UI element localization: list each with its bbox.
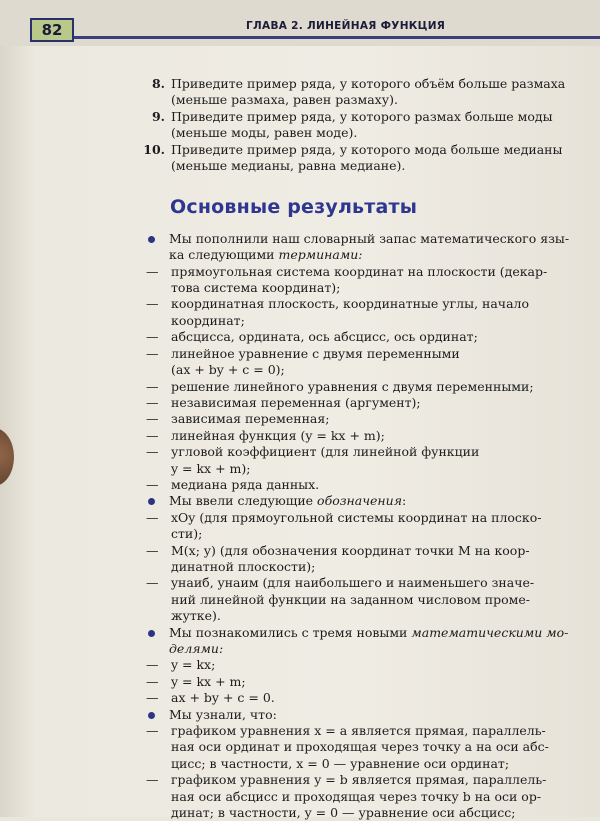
terms-list <box>146 264 571 494</box>
dash-item <box>146 379 571 395</box>
dash-item <box>146 543 571 576</box>
question-line: Приведите пример ряда, у которого мода больше медианы <box>171 141 563 157</box>
dash-item-line: прямоугольная система координат на плоскости (декар- <box>171 263 548 279</box>
dash-item-line: y = kx; <box>171 657 216 673</box>
dash-item-line: динатной плоскости); <box>171 558 316 574</box>
question-number: 9. <box>151 108 165 124</box>
dash-item <box>146 296 571 329</box>
question-line: (меньше медианы, равна медиане). <box>171 158 406 174</box>
bullet-dot <box>148 236 155 243</box>
dash-symbol: — <box>146 263 159 279</box>
dash-symbol: — <box>146 394 159 410</box>
bullet-line <box>169 247 571 263</box>
dash-symbol: — <box>146 411 159 427</box>
dash-item <box>146 674 571 690</box>
question-8 <box>146 76 571 109</box>
dash-item <box>146 329 571 345</box>
dash-item-line: M(x; y) (для обозначения координат точки M на коор- <box>171 542 530 558</box>
dash-item <box>146 444 571 477</box>
page-number: 82 <box>30 18 74 42</box>
intro-emphasis: обозначения <box>317 493 402 509</box>
dash-symbol: — <box>146 296 159 312</box>
question-number: 8. <box>151 76 165 91</box>
bullet-line: Мы пополнили наш словарный запас математического язы- <box>169 230 570 246</box>
bullet-dot <box>148 498 155 505</box>
dash-symbol: — <box>146 476 159 492</box>
bullet-dot <box>148 712 155 719</box>
bullet-line <box>169 493 571 509</box>
dash-symbol: — <box>146 690 159 706</box>
dash-item-line: координатная плоскость, координатные углы, начало <box>171 296 529 312</box>
dash-item-line: ний линейной функции на заданном числовом проме- <box>171 591 531 607</box>
dash-item-line: y = kx + m); <box>171 460 251 476</box>
dash-symbol: — <box>146 378 159 394</box>
dash-symbol: — <box>146 723 159 739</box>
dash-symbol: — <box>146 509 159 525</box>
dash-symbol: — <box>146 427 159 443</box>
dash-item-line: линейная функция (y = kx + m); <box>171 427 385 443</box>
bullet-notations <box>146 493 571 509</box>
intro-text: Мы ввели следующие <box>169 493 318 509</box>
dash-symbol: — <box>146 329 159 345</box>
bullet-models <box>146 625 571 658</box>
dash-item <box>146 657 571 673</box>
dash-item-line: (ax + by + c = 0); <box>171 362 285 378</box>
page-content <box>143 76 571 821</box>
bullet-terms <box>146 231 571 264</box>
intro-emphasis: терминами: <box>278 247 363 263</box>
dash-item <box>146 772 571 821</box>
bullet-line: Мы узнали, что: <box>169 706 277 722</box>
dash-item-line: xOy (для прямоугольной системы координат на плоско- <box>171 509 542 525</box>
dash-item <box>146 411 571 427</box>
dash-item-line: зависимая переменная; <box>171 411 330 427</box>
dash-symbol: — <box>146 345 159 361</box>
dash-item-line: жутке). <box>171 608 221 624</box>
dash-item-line: ax + by + c = 0. <box>171 690 275 706</box>
question-line: (меньше размаха, равен размаху). <box>171 92 398 108</box>
dash-symbol: — <box>146 542 159 558</box>
dash-item-line: линейное уравнение с двумя переменными <box>171 345 460 361</box>
dash-item <box>146 723 571 772</box>
intro-text: ка следующими <box>169 247 279 263</box>
dash-item-line: угловой коэффициент (для линейной функции <box>171 444 480 460</box>
question-10 <box>143 141 571 175</box>
bullet-line: делями: <box>169 641 224 656</box>
dash-symbol: — <box>146 772 159 788</box>
dash-symbol: — <box>146 657 159 673</box>
dash-item-line: това система координат); <box>171 280 341 296</box>
dash-item <box>146 346 571 379</box>
dash-symbol: — <box>146 444 159 460</box>
chapter-title: ГЛАВА 2. ЛИНЕЙНАЯ ФУНКЦИЯ <box>246 20 446 32</box>
dash-item-line: графиком уравнения y = b является прямая, параллель- <box>171 772 547 788</box>
dash-item <box>146 264 571 297</box>
bullet-line <box>169 625 571 641</box>
dash-item <box>146 477 571 493</box>
question-9 <box>146 109 571 142</box>
dash-symbol: — <box>146 673 159 689</box>
header-rule <box>60 36 600 39</box>
dash-item <box>146 395 571 411</box>
question-line: (меньше моды, равен моде). <box>171 125 358 141</box>
dash-item-line: yнаиб, yнаим (для наибольшего и наименьшего значе- <box>171 575 535 591</box>
dash-item-line: y = kx + m; <box>171 673 246 689</box>
question-number: 10. <box>143 141 165 157</box>
dash-item-line: динат; в частности, y = 0 — уравнение оси абсцисс; <box>171 805 516 821</box>
dash-item-line: независимая переменная (аргумент); <box>171 394 421 410</box>
bullet-learned <box>146 707 571 723</box>
intro-text: Мы познакомились с тремя новыми <box>169 624 412 640</box>
dash-item-line: ная оси ординат и проходящая через точку a на оси абс- <box>171 739 549 755</box>
dash-item <box>146 690 571 706</box>
dash-item-line: абсцисса, ордината, ось абсцисс, ось ординат; <box>171 329 478 345</box>
section-title: Основные результаты <box>170 196 418 219</box>
intro-text: : <box>401 493 407 509</box>
dash-item-line: сти); <box>171 526 203 542</box>
dash-item-line: цисс; в частности, x = 0 — уравнение оси ординат; <box>171 755 510 771</box>
dash-item-line: медиана ряда данных. <box>171 476 320 492</box>
dash-item <box>146 510 571 543</box>
question-line: Приведите пример ряда, у которого объём больше размаха <box>171 76 566 91</box>
dash-item-line: графиком уравнения x = a является прямая, параллель- <box>171 723 546 739</box>
question-line: Приведите пример ряда, у которого размах больше моды <box>171 108 553 124</box>
learned-list <box>146 723 571 821</box>
dash-item <box>146 575 571 624</box>
dash-symbol: — <box>146 575 159 591</box>
dash-item-line: ная оси абсцисс и проходящая через точку b на оси ор- <box>171 788 542 804</box>
dash-item-line: координат; <box>171 312 245 328</box>
models-list <box>146 657 571 706</box>
bullet-dot <box>148 630 155 637</box>
dash-item-line: решение линейного уравнения с двумя переменными; <box>171 378 534 394</box>
dash-item <box>146 428 571 444</box>
intro-emphasis: математическими мо- <box>411 624 569 640</box>
notations-list <box>146 510 571 625</box>
